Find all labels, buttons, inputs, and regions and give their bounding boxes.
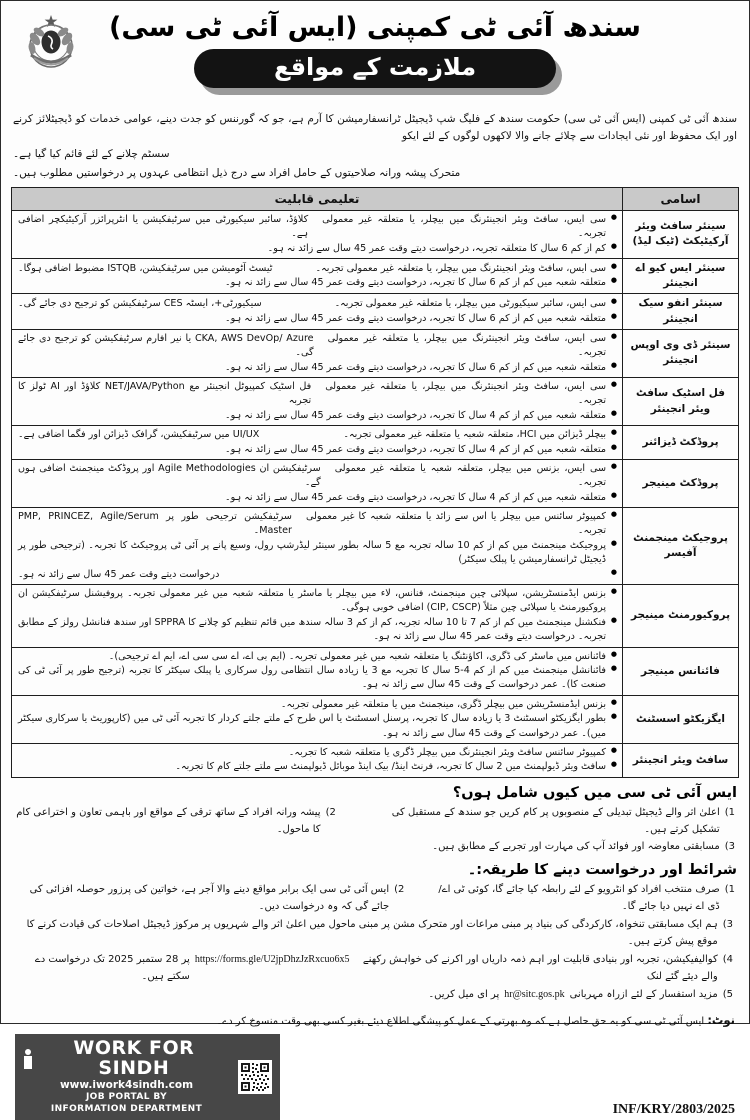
column-header-qualification: تعلیمی قابلیت bbox=[12, 187, 623, 210]
why-join-item-1-number: 1) bbox=[724, 806, 735, 818]
iwork-badge-url[interactable]: www.iwork4sindh.com bbox=[59, 1079, 194, 1092]
qualification-bullet: ● فائنانشل مینجمنٹ میں کم از کم 4-5 سال کا تجربہ مع 3 یا زیادہ سال انتظامی رول سرکاری یا پبلک سیکٹر کا تجربہ (ترجیح طور پر آئی ٹی کی صنعت کا)۔ عمر درخواست کے وقت 45 سال سے زائد نہ ہو۔ bbox=[16, 664, 618, 693]
table-row bbox=[12, 647, 739, 695]
job-title-cell: پروڈکٹ ڈیزائنر bbox=[623, 426, 739, 460]
intro-line-1: سندھ آئی ٹی کمپنی (ایس آئی ٹی سی) حکومت سندھ کے فلیگ شپ ڈیجیٹل ٹرانسفارمیشن کا آرم ہے، جو کہ گورننس کو جدت دینے، عوامی خدمات کو ڈیجیٹلائز کرنے اور ایک محفوظ اور نئی ایجادات سے چلائے جانے والا لاکھوں لوگوں کے لئے ایکو bbox=[13, 113, 737, 143]
column-header-title: اسامی bbox=[623, 187, 739, 210]
why-join-item-2-number: 2) bbox=[325, 806, 336, 818]
header bbox=[11, 9, 739, 105]
note-label: نوٹ: bbox=[707, 1013, 735, 1028]
iwork-badge-subline-1: JOB PORTAL BY bbox=[85, 1092, 168, 1103]
footer bbox=[11, 1034, 739, 1120]
condition-item-4-number: 4) bbox=[722, 953, 733, 965]
condition-item-4-text-a: کوالیفیکیشن، تجربہ اور بنیادی قابلیت اور اہم ذمہ داریاں اور اکرنے کی خواہش رکھنے والے دیئے گئے لنک bbox=[362, 953, 718, 983]
table-row bbox=[12, 210, 739, 258]
iwork-i-icon bbox=[23, 1049, 34, 1069]
qualification-text-primary: ● سی ایس، سافٹ ویئر انجینئرنگ میں بیچلر، یا متعلقہ غیر معمولی تجربہ۔ bbox=[325, 380, 606, 407]
intro-paragraph bbox=[13, 111, 737, 163]
qualification-bullet: ● درخواست دیتے وقت عمر 45 سال سے زائد نہ ہو۔ bbox=[16, 568, 618, 582]
why-join-item-1 bbox=[366, 804, 735, 838]
condition-item-5-number: 5) bbox=[722, 988, 733, 1000]
iwork-badge-text bbox=[23, 1039, 230, 1114]
qualification-bullet bbox=[16, 297, 618, 311]
condition-item-4 bbox=[15, 951, 735, 986]
application-form-link[interactable]: https://forms.gle/U2jpDhzJzRxcuo6x5 bbox=[194, 953, 350, 965]
job-qualification-cell bbox=[12, 426, 623, 460]
why-join-item-3-text: مسابقتی معاوضہ اور فوائد آپ کی مہارت اور تجربے کے مطابق ہیں۔ bbox=[432, 840, 720, 852]
table-row bbox=[12, 585, 739, 648]
why-join-heading: ایس آئی ٹی سی میں کیوں شامل ہوں؟ bbox=[452, 784, 737, 801]
qualification-text-secondary: سرٹیفکیشن ترجیحی طور پر PMP, PRINCEZ, Agile/Serum Master۔ bbox=[18, 511, 292, 537]
qualification-bullet-list bbox=[16, 332, 618, 375]
job-qualification-cell bbox=[12, 377, 623, 425]
job-title-cell: پروڈکٹ مینیجر bbox=[623, 459, 739, 507]
qualification-bullet-list bbox=[16, 297, 618, 326]
intro-line-3: متحرک پیشہ ورانہ صلاحیتوں کے حامل افراد سے درج ذیل انتظامی عہدوں پر درخواستیں مطلوب ہیں۔ bbox=[13, 166, 461, 179]
qualification-bullet-list bbox=[16, 698, 618, 741]
qualification-text-primary: ● سی ایس، سائبر سیکیورٹی میں بیچلر، یا متعلقہ غیر معمولی تجربہ۔ bbox=[334, 298, 606, 310]
qualification-bullet-list bbox=[16, 262, 618, 291]
qualification-bullet bbox=[16, 428, 618, 442]
conditions-list bbox=[11, 881, 739, 1004]
condition-item-3-text: ہم ایک مسابقتی تنخواہ، کارکردگی کی بنیاد پر مبنی مراعات اور متحرک مشن پر مبنی ماحول میں اعلیٰ اثر والے شہریوں پر مرکوز ڈیجیٹل اصلاحات کی قیادت کرنے کا موقع پیش کرتے ہیں۔ bbox=[26, 918, 718, 948]
qualification-bullet-list bbox=[16, 462, 618, 505]
condition-item-2-number: 2) bbox=[394, 883, 405, 895]
qualification-bullet: ● کم از کم 6 سال کا متعلقہ تجربہ، درخواست دیتے وقت عمر 45 سال سے زائد نہ ہو۔ bbox=[16, 242, 618, 256]
qualification-bullet-list bbox=[16, 510, 618, 582]
job-qualification-cell bbox=[12, 585, 623, 648]
table-row bbox=[12, 426, 739, 460]
condition-item-3-number: 3) bbox=[722, 918, 733, 930]
condition-item-5-text-a: مزید استفسار کے لئے ازراہ مہربانی bbox=[569, 988, 718, 1000]
qualification-bullet: ● سافٹ ویئر ڈیولپمنٹ میں 2 سال کا تجربہ، فرنٹ اینڈ/ بیک اینڈ موبائل ڈیولپمنٹ سے ملتے جلتے کام کا تجربہ۔ bbox=[16, 760, 618, 774]
condition-item-5-text-b: پر ای میل کریں۔ bbox=[428, 988, 500, 1000]
note-text: ایس آئی ٹی سی کو یہ حق حاصل ہے کہ وہ بھرتی کے عمل کو پیشگی اطلاع دیئے بغیر کسی بھی وقت منسوخ کر دے۔ bbox=[216, 1016, 705, 1028]
inf-reference-code: INF/KRY/2803/2025 bbox=[612, 1101, 735, 1117]
conditions-heading: شرائط اور درخواست دینے کا طریقہ:۔ bbox=[467, 861, 737, 878]
qualification-bullet-list bbox=[16, 428, 618, 457]
why-join-item-3-number: 3) bbox=[724, 840, 735, 852]
why-join-item-2-text: پیشہ ورانہ افراد کے ساتھ ترقی کے مواقع اور باہمی تعاون و اختراعی کام کا ماحول۔ bbox=[16, 806, 321, 835]
iwork-badge-main-label: WORK FOR SINDH bbox=[73, 1037, 195, 1080]
organization-title: سندھ آئی ٹی کمپنی (ایس آئی ٹی سی) bbox=[109, 12, 641, 43]
qualification-bullet: ● بطور ایگزیکٹو اسسٹنٹ 3 یا زیادہ سال کا تجربہ، پرسنل اسسٹنٹ یا اس طرح کے ملتے جلتے کردار کا تجربہ آئی ٹی میں (کارپوریٹ یا سرکاری سیکٹر میں)۔ عمر درخواست کے وقت 45 سال سے زائد نہ ہو۔ bbox=[16, 712, 618, 741]
qualification-bullet: ● متعلقہ شعبہ میں کم از کم 6 سال کا تجربہ، درخواست دیتے وقت عمر 45 سال سے زائد نہ ہو۔ bbox=[16, 276, 618, 290]
intro-line-2: سسٹم چلانے کے لئے قائم کیا گیا ہے۔ bbox=[13, 147, 170, 160]
note-line bbox=[15, 1011, 735, 1030]
qualification-text-secondary: ٹیسٹ آٹومیشن میں سرٹیفکیشن، ISTQB مضبوط اضافی ہوگا۔ bbox=[18, 262, 273, 274]
iwork-badge-subline-2: INFORMATION DEPARTMENT bbox=[50, 1103, 203, 1114]
condition-item-3 bbox=[15, 916, 735, 951]
qualification-bullet bbox=[16, 332, 618, 361]
qualification-text-secondary: CKA, AWS DevOp/ Azure یا نیر افارم سرٹیفکیشن کو ترجیح دی جائے گی۔ bbox=[18, 332, 314, 359]
table-row bbox=[12, 459, 739, 507]
job-title-cell: ایگزیکٹو اسسٹنٹ bbox=[623, 695, 739, 743]
qualification-text-primary: ● سی ایس، سافٹ ویئر انجینئرنگ میں بیچلر، یا متعلقہ غیر معمولی تجربہ۔ bbox=[327, 332, 606, 359]
qualification-text-secondary: سیکیورٹی+، ایسٹہ CES سرٹیفکیشن کو ترجیح دی جائے گی۔ bbox=[18, 298, 262, 310]
why-join-item-1-text: اعلیٰ اثر والے ڈیجیٹل تبدیلی کے منصوبوں پر کام کریں جو سندھ کے مستقبل کی تشکیل کرتے ہیں۔ bbox=[391, 806, 720, 835]
table-row bbox=[12, 329, 739, 377]
jobs-banner-label: ملازمت کے مواقع bbox=[194, 49, 556, 89]
qualification-text-primary: ● سی ایس، سافٹ ویئر انجینئرنگ میں بیچلر، یا متعلقہ غیر معمولی تجربہ۔ bbox=[322, 213, 606, 240]
job-title-cell: سینئر ڈی وی اوپس انجینئر bbox=[623, 329, 739, 377]
condition-item-1-text: صرف منتخب افراد کو انٹرویو کے لئے رابطہ کیا جائے گا، کوئی ٹی اے/ ڈی اے نہیں دیا جائے گا۔ bbox=[438, 883, 720, 913]
table-row bbox=[12, 377, 739, 425]
job-qualification-cell bbox=[12, 294, 623, 329]
condition-item-4-text-b: پر 28 ستمبر 2025 تک درخواست دے سکتے ہیں۔ bbox=[34, 953, 190, 983]
why-join-row bbox=[11, 838, 739, 855]
qualification-bullet bbox=[16, 213, 618, 242]
why-join-list bbox=[11, 804, 739, 855]
condition-item-5 bbox=[15, 986, 735, 1004]
qualification-bullet: ● متعلقہ شعبہ میں کم از کم 6 سال کا تجربہ، درخواست دیتے وقت عمر 45 سال سے زائد نہ ہو۔ bbox=[16, 312, 618, 326]
table-row bbox=[12, 258, 739, 293]
qr-code-icon[interactable] bbox=[238, 1060, 272, 1094]
qualification-bullet: ● بزنس ایڈمنسٹریشن میں بیچلر ڈگری، مینجمنٹ میں یا متعلقہ غیر معمولی تجربہ۔ bbox=[16, 698, 618, 712]
job-qualification-cell bbox=[12, 508, 623, 585]
qualification-bullet: ● فنکشنل مینجمنٹ میں کم از کم 7 تا 10 سالہ تجربہ، کم از کم 3 سالہ سندھ میں قائم تنظیم کو چلانے کا SPPRA اور سندھ فنانشل رولز کے مطابق تجربہ۔ درخواست دیتے وقت عمر 45 سال سے زائد نہ ہو۔ bbox=[16, 616, 618, 645]
job-qualification-cell bbox=[12, 743, 623, 777]
job-qualification-cell bbox=[12, 459, 623, 507]
qualification-bullet bbox=[16, 262, 618, 276]
qualification-bullet-list bbox=[16, 650, 618, 693]
qualification-bullet: ● متعلقہ شعبہ میں کم از کم 4 سال کا تجربہ، درخواست دیتے وقت عمر 45 سال سے زائد نہ ہو۔ bbox=[16, 491, 618, 505]
job-qualification-cell bbox=[12, 329, 623, 377]
condition-item-2 bbox=[15, 881, 404, 916]
qualification-bullet-list bbox=[16, 213, 618, 256]
qualification-bullet: ● پروجیکٹ مینجمنٹ میں کم از کم 10 سالہ تجربہ مع 5 سالہ بطور سینئر لیڈرشپ رول، وسیع پانے پر آئی ٹی پروجیکٹ کا تجربہ۔ (ترجیحی طور پر ڈیجیٹل ٹرانسفارمیشن یا پبلک سیکٹر) bbox=[16, 539, 618, 568]
job-title-cell: پروکیورمنٹ مینیجر bbox=[623, 585, 739, 648]
job-title-cell: سینئر انفو سیک انجینئر bbox=[623, 294, 739, 329]
qualification-bullet-list bbox=[16, 746, 618, 775]
job-title-cell: سینئر سافٹ ویئر آرکیٹیکٹ (ٹیک لیڈ) bbox=[623, 210, 739, 258]
qualification-text-secondary: UI/UX میں سرٹیفکیشن، گرافک ڈیزائن اور فگما اضافی ہے۔ bbox=[18, 429, 260, 441]
jobs-table bbox=[11, 187, 739, 778]
qualification-text-secondary: کلاؤڈ، سائبر سیکیورٹی میں سرٹیفکیشن یا انٹرپرائزر آرکیٹیکچر اضافی ہے۔ bbox=[18, 213, 309, 240]
qualification-bullet: ● فائنانس میں ماسٹر کی ڈگری، اکاؤنٹنگ یا متعلقہ شعبہ میں غیر معمولی تجربہ۔ (ایم بی اے، اے سی سی اے، ایم اے ترجیحی)۔ bbox=[16, 650, 618, 664]
qualification-bullet: ● کمپیوٹر سائنس سافٹ ویئر انجینئرنگ میں بیچلر ڈگری یا متعلقہ شعبہ کا تجربہ۔ bbox=[16, 746, 618, 760]
banner-wrapper bbox=[11, 49, 739, 89]
iwork-for-sindh-badge[interactable] bbox=[15, 1034, 280, 1120]
why-join-item-3 bbox=[432, 838, 735, 855]
why-join-row bbox=[11, 804, 739, 838]
table-row bbox=[12, 294, 739, 329]
jobs-table-body bbox=[12, 210, 739, 777]
why-join-item-2 bbox=[15, 804, 336, 838]
condition-item-1 bbox=[430, 881, 735, 916]
job-qualification-cell bbox=[12, 258, 623, 293]
job-qualification-cell bbox=[12, 695, 623, 743]
job-qualification-cell bbox=[12, 210, 623, 258]
qualification-text-primary: ● سی ایس، بزنس میں بیچلر، متعلقہ شعبہ یا متعلقہ غیر معمولی تجربہ۔ bbox=[334, 462, 606, 489]
condition-item-2-text: ایس آئی ٹی سی ایک برابر مواقع دینے والا آجر ہے، خواتین کی پرزور حوصلہ افزائی کی جائے گی کہ وہ درخواست دیں۔ bbox=[29, 883, 390, 913]
table-row bbox=[12, 508, 739, 585]
qualification-bullet: ● متعلقہ شعبہ میں کم از کم 6 سال کا تجربہ، درخواست دیتے وقت عمر 45 سال سے زائد نہ ہو۔ bbox=[16, 361, 618, 375]
qualification-bullet-list bbox=[16, 587, 618, 645]
iwork-badge-title-row bbox=[23, 1039, 230, 1079]
qualification-bullet bbox=[16, 380, 618, 409]
hr-email-link[interactable]: hr@sitc.gos.pk bbox=[504, 988, 565, 1000]
qualification-text-primary: ● بیچلر ڈیزائن میں HCI، متعلقہ شعبہ یا متعلقہ غیر معمولی تجربہ۔ bbox=[343, 429, 606, 441]
qualification-bullet bbox=[16, 462, 618, 491]
jobs-table-head bbox=[12, 187, 739, 210]
qualification-bullet: ● بزنس ایڈمنسٹریشن، سپلائی چین مینجمنٹ، فنانس، لاء میں بیچلر یا ماسٹر یا متعلقہ شعبہ میں غیر معمولی تجربہ۔ پروفیشنل سرٹیفکیشن ان پروکیورمنٹ یا سپلائی چین مثلاً (CIP, CSCP) اضافی خوبی ہوگی۔ bbox=[16, 587, 618, 616]
job-title-cell: فل اسٹیک سافٹ ویئر انجینئر bbox=[623, 377, 739, 425]
qualification-bullet bbox=[16, 510, 618, 539]
table-row bbox=[12, 695, 739, 743]
qualification-text-secondary: فل اسٹیک کمپیوٹل انجینئر مع NET/JAVA/Python کلاؤڈ اور AI ٹولز کا تجربہ bbox=[18, 380, 312, 407]
job-title-cell: سینئر ایس کیو اے انجینئر bbox=[623, 258, 739, 293]
table-header-row bbox=[12, 187, 739, 210]
qualification-bullet: ● متعلقہ شعبہ میں کم از کم 4 سال کا تجربہ، درخواست دیتے وقت عمر 45 سال سے زائد نہ ہو۔ bbox=[16, 443, 618, 457]
table-row bbox=[12, 743, 739, 777]
qualification-bullet: ● متعلقہ شعبہ میں کم از کم 4 سال کا تجربہ، درخواست دیتے وقت عمر 45 سال سے زائد نہ ہو۔ bbox=[16, 409, 618, 423]
qualification-bullet-list bbox=[16, 380, 618, 423]
job-title-cell: پروجیکٹ مینجمنٹ آفیسر bbox=[623, 508, 739, 585]
qualification-text-primary: ● سی ایس، سافٹ ویئر انجینئرنگ میں بیچلر، یا متعلقہ غیر معمولی تجربہ۔ bbox=[315, 262, 606, 274]
qualification-text-primary: ● کمپیوٹر سائنس میں بیچلر یا اس سے زائد یا متعلقہ شعبہ کا غیر معمولی تجربہ۔ bbox=[305, 511, 606, 537]
qualification-text-secondary: سرٹیفکیشن ان Agile Methodologies اور پروڈکٹ مینجمنٹ اضافی ہوں گے۔ bbox=[18, 462, 321, 489]
job-title-cell: فائنانس مینیجر bbox=[623, 647, 739, 695]
conditions-row bbox=[15, 881, 735, 916]
job-qualification-cell bbox=[12, 647, 623, 695]
job-title-cell: سافٹ ویئر انجینئر bbox=[623, 743, 739, 777]
condition-item-1-number: 1) bbox=[724, 883, 735, 895]
